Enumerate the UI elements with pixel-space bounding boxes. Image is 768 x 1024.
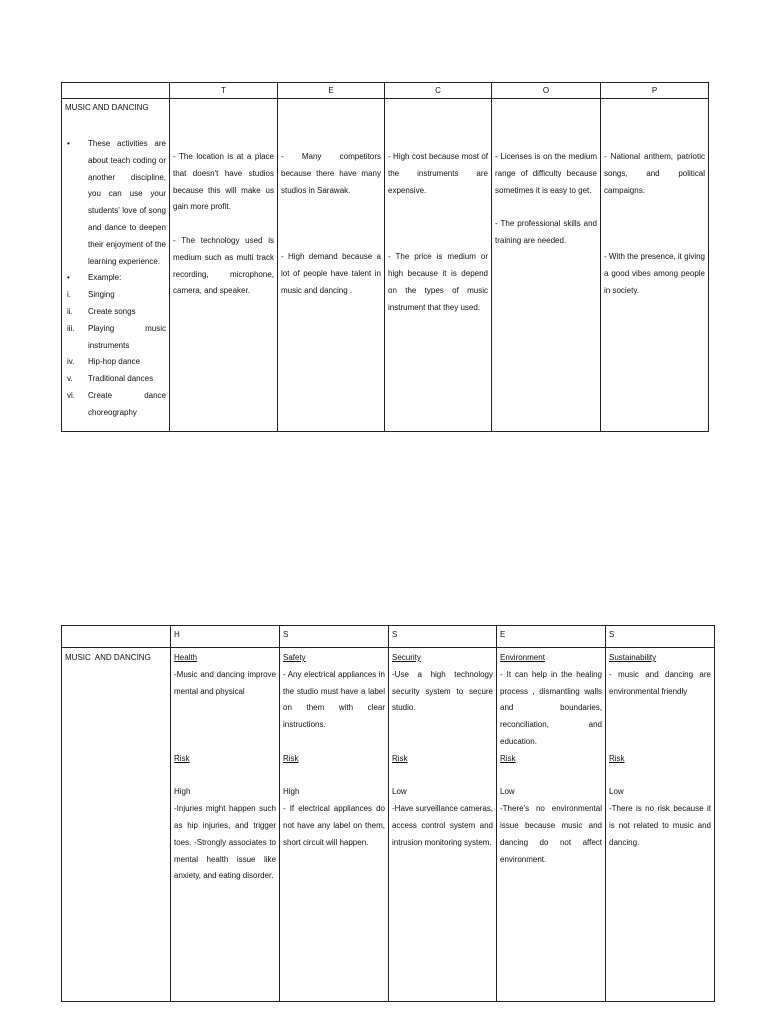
risk-text: -Injuries might happen such as hip injuries, and trigger toes. -Strongly associates to mental health issue like anxiety, and eating disorder. [174, 804, 276, 881]
hsses-cell-environment [497, 648, 606, 1002]
cell-paragraph: - The price is medium or high because it is depend on the types of music instrument that they used. [388, 252, 488, 312]
tecop-header-c: C [385, 83, 492, 99]
cell-paragraph: - High cost because most of the instruments are expensive. [388, 152, 488, 195]
cell-paragraph: - High demand because a lot of people have talent in music and dancing . [281, 252, 381, 295]
risk-text: - If electrical appliances do not have any label on them, short circuit will happen. [283, 804, 385, 847]
risk-level: High [283, 787, 300, 797]
risk-label: Risk [500, 753, 516, 763]
example-label: • Example: [65, 270, 166, 287]
bullet-list [65, 136, 166, 287]
cell-paragraph: - National anthem, patriotic songs, and political campaigns. [604, 152, 705, 195]
risk-label: Risk [174, 753, 190, 763]
section-title: Sustainability [609, 653, 657, 662]
tecop-header-row [62, 83, 709, 99]
risk-label: Risk [392, 753, 408, 763]
tecop-cell-politics [601, 99, 709, 432]
hsses-header-blank [62, 626, 171, 648]
example-item: v. Traditional dances [67, 374, 154, 384]
risk-label: Risk [283, 753, 299, 763]
risk-level: High [174, 787, 191, 797]
example-item: i. Singing [67, 290, 115, 300]
examples-list [65, 287, 166, 421]
risk-level: Low [609, 787, 624, 797]
description-bullet: • These activities are about teach coding or another discipline, you can use your students' love of song and dance to deepen their enjoyment of the learning experience. [65, 136, 166, 270]
cell-paragraph: - Licenses is on the medium range of difficulty because sometimes it is easy to get. [495, 152, 597, 195]
tecop-header-o: O [492, 83, 601, 99]
hsses-cell-security [389, 648, 497, 1002]
hsses-header-s2: S [389, 626, 497, 648]
section-title: Security [392, 653, 421, 662]
example-item: ii. Create songs [67, 306, 136, 316]
section-desc: -Use a high technology security system to secure studio. [392, 669, 493, 713]
cell-paragraph: - The professional skills and training are needed. [495, 219, 597, 245]
hsses-row-music-dancing [62, 648, 715, 1002]
row-title: MUSIC AND DANCING [65, 653, 151, 662]
hsses-row-label-cell [62, 648, 171, 1002]
section-desc: - music and dancing are environmental friendly [609, 669, 711, 696]
hsses-header-s3: S [606, 626, 715, 648]
risk-text: -There is no risk because it is not related to music and dancing. [609, 804, 711, 847]
example-item: vi. Create dance choreography [67, 390, 166, 417]
risk-text: -There's no environmental issue because music and dancing do not affect environment. [500, 804, 602, 864]
tecop-cell-operation [492, 99, 601, 432]
tecop-row-music-dancing [62, 99, 709, 432]
section-desc: - It can help in the healing process , dismantling walls and boundaries, reconciliation, and education. [500, 669, 602, 746]
cell-paragraph: - With the presence, it giving a good vibes among people in society. [604, 252, 705, 295]
section-desc: - Any electrical appliances in the studio must have a label on them with clear instructions. [283, 669, 385, 730]
tecop-cell-economy [278, 99, 385, 432]
risk-text: -Have surveillance cameras, access control system and intrusion monitoring system. [392, 804, 493, 847]
cell-paragraph: - The technology used is medium such as multi track recording, microphone, camera, and speaker. [173, 235, 274, 296]
section-title: Health [174, 653, 198, 662]
example-item: iii. Playing music instruments [67, 323, 166, 350]
tecop-header-e: E [278, 83, 385, 99]
example-item: iv. Hip-hop dance [67, 357, 141, 367]
tecop-header-p: P [601, 83, 709, 99]
tecop-row-label-cell [62, 99, 170, 432]
risk-level: Low [392, 787, 407, 797]
cell-paragraph: - The location is at a place that doesn't have studios because this will make us gain more profit. [173, 152, 274, 212]
cell-paragraph: - Many competitors because there have many studios in Sarawak. [281, 152, 381, 195]
hsses-header-h: H [171, 626, 280, 648]
hsses-cell-sustainability [606, 648, 715, 1002]
hsses-header-row [62, 626, 715, 648]
hsses-header-s1: S [280, 626, 389, 648]
tecop-cell-cost [385, 99, 492, 432]
hsses-cell-health [171, 648, 280, 1002]
tecop-table [61, 82, 709, 432]
risk-label: Risk [609, 753, 625, 763]
hsses-header-e: E [497, 626, 606, 648]
section-title: Safety [283, 653, 306, 662]
tecop-cell-technology [170, 99, 278, 432]
section-title: Environment [500, 653, 545, 662]
row-title: MUSIC AND DANCING [65, 103, 149, 112]
tecop-header-t: T [170, 83, 278, 99]
hsses-cell-safety [280, 648, 389, 1002]
section-desc: -Music and dancing improve mental and physical [174, 669, 276, 696]
risk-level: Low [500, 787, 515, 797]
hsses-table [61, 625, 715, 1002]
tecop-header-blank [62, 83, 170, 99]
